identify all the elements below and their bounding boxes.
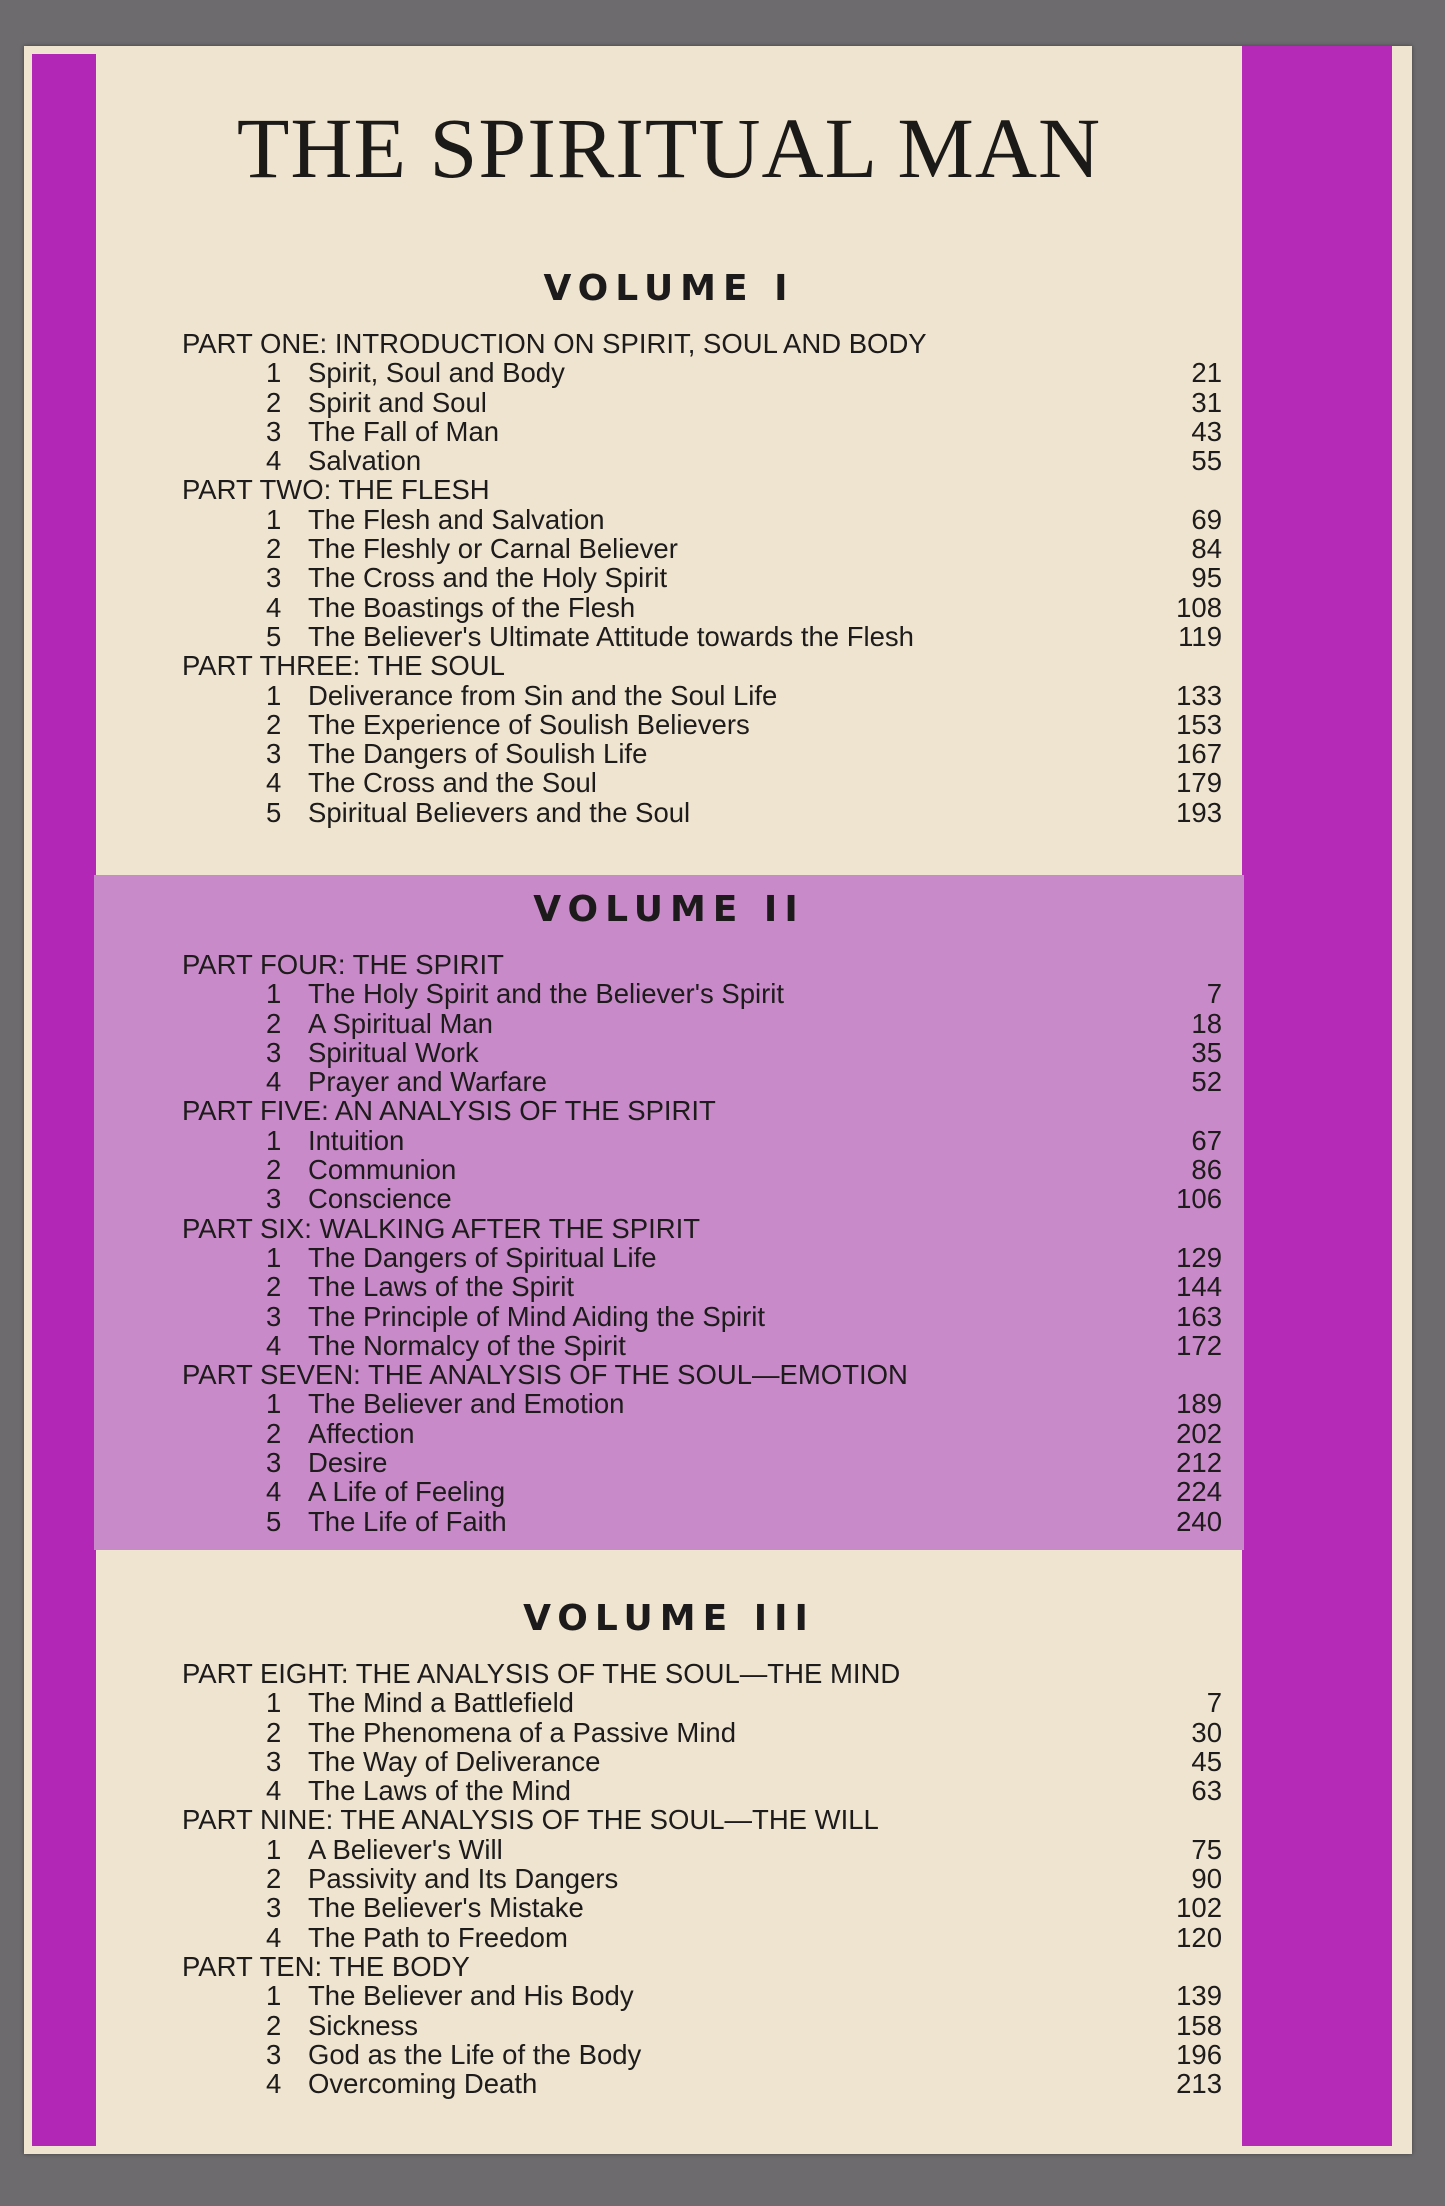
chapter-number: 4 [266, 591, 282, 623]
chapter-row [182, 1038, 1222, 1067]
volume-section [94, 1598, 1244, 2100]
chapter-title: The Believer and Emotion [308, 1388, 625, 1420]
page-number: 240 [1176, 1505, 1222, 1537]
page-number: 84 [1191, 533, 1222, 565]
chapter-number: 2 [266, 1007, 282, 1039]
part-heading: PART TWO: THE FLESH [182, 474, 490, 506]
chapter-number: 2 [266, 1271, 282, 1303]
chapter-number: 2 [266, 708, 282, 740]
table-of-contents [182, 950, 1222, 1536]
chapter-number: 1 [266, 1241, 282, 1273]
part-heading: PART FOUR: THE SPIRIT [182, 949, 504, 980]
page-number: 30 [1191, 1716, 1222, 1748]
volume-heading: VOLUME II [533, 889, 805, 930]
page-number: 144 [1176, 1271, 1222, 1303]
chapter-number: 1 [266, 679, 282, 711]
right-purple-strip [1242, 46, 1392, 2146]
chapter-number: 3 [266, 1892, 282, 1924]
chapter-row [182, 1448, 1222, 1477]
chapter-title: The Laws of the Spirit [308, 1271, 574, 1303]
page-number: 106 [1176, 1183, 1222, 1215]
chapter-number: 2 [266, 386, 282, 418]
chapter-number: 3 [266, 2038, 282, 2070]
chapter-title: Salvation [308, 445, 422, 477]
chapter-title: Deliverance from Sin and the Soul Life [308, 679, 778, 711]
chapter-number: 5 [266, 796, 282, 828]
table-of-contents [182, 1659, 1222, 2098]
book-title: THE SPIRITUAL MAN [236, 100, 1102, 196]
chapter-number: 3 [266, 415, 282, 447]
chapter-number: 4 [266, 1476, 282, 1508]
page-number: 119 [1178, 620, 1222, 652]
chapter-title: Overcoming Death [308, 2068, 538, 2100]
chapter-title: The Laws of the Mind [308, 1775, 571, 1807]
chapter-title: The Path to Freedom [308, 1921, 568, 1953]
chapter-title: The Experience of Soulish Believers [308, 708, 750, 740]
page-number: 133 [1176, 679, 1222, 711]
chapter-title: The Cross and the Soul [308, 767, 597, 799]
chapter-row [182, 1272, 1222, 1301]
part-heading: PART EIGHT: THE ANALYSIS OF THE SOUL—THE MIND [182, 1658, 901, 1689]
part-heading: PART NINE: THE ANALYSIS OF THE SOUL—THE WILL [182, 1804, 879, 1836]
chapter-number: 2 [266, 533, 282, 565]
chapter-row [182, 417, 1222, 446]
chapter-row [182, 1389, 1222, 1418]
chapter-row [182, 358, 1222, 387]
chapter-number: 1 [266, 357, 282, 389]
chapter-row [182, 1331, 1222, 1360]
page-number: 202 [1176, 1417, 1222, 1449]
chapter-row [182, 1243, 1222, 1272]
page-number: 193 [1176, 796, 1222, 828]
page-number: 31 [1191, 386, 1222, 418]
table-of-contents [182, 329, 1222, 827]
chapter-title: Desire [308, 1447, 388, 1479]
chapter-number: 2 [266, 1863, 282, 1895]
page-number: 69 [1191, 503, 1222, 535]
part-heading: PART SIX: WALKING AFTER THE SPIRIT [182, 1212, 701, 1244]
chapter-row [182, 1747, 1222, 1776]
page-number: 7 [1206, 978, 1222, 1010]
page-number: 172 [1176, 1329, 1222, 1361]
chapter-title: Prayer and Warfare [308, 1066, 547, 1098]
chapter-row [182, 739, 1222, 768]
chapter-title: Passivity and Its Dangers [308, 1863, 619, 1895]
page-number: 95 [1191, 562, 1222, 594]
chapter-title: Spirit, Soul and Body [308, 357, 565, 389]
chapter-row [182, 1893, 1222, 1922]
chapter-title: The Fleshly or Carnal Believer [308, 533, 678, 565]
page-number: 90 [1191, 1863, 1222, 1895]
chapter-row [182, 1835, 1222, 1864]
chapter-title: The Principle of Mind Aiding the Spirit [308, 1300, 766, 1332]
chapter-title: The Cross and the Holy Spirit [308, 562, 668, 594]
chapter-row [182, 563, 1222, 592]
chapter-number: 4 [266, 2068, 282, 2100]
page-number: 102 [1176, 1892, 1222, 1924]
chapter-row [182, 1981, 1222, 2010]
chapter-title: The Way of Deliverance [308, 1745, 601, 1777]
chapter-row [182, 1864, 1222, 1893]
page-number: 7 [1206, 1687, 1222, 1719]
page-number: 86 [1191, 1154, 1222, 1186]
chapter-row [182, 505, 1222, 534]
chapter-row [182, 2011, 1222, 2040]
page-number: 196 [1176, 2038, 1222, 2070]
chapter-row [182, 1067, 1222, 1096]
part-heading: PART TEN: THE BODY [182, 1950, 470, 1982]
chapter-row [182, 1155, 1222, 1184]
chapter-number: 3 [266, 1183, 282, 1215]
chapter-row [182, 710, 1222, 739]
chapter-row [182, 593, 1222, 622]
chapter-title: The Flesh and Salvation [308, 503, 605, 535]
part-heading: PART THREE: THE SOUL [182, 650, 505, 682]
chapter-row [182, 798, 1222, 827]
volume-heading: VOLUME I [543, 268, 795, 309]
chapter-row [182, 1776, 1222, 1805]
chapter-row [182, 388, 1222, 417]
chapter-row [182, 1688, 1222, 1717]
chapter-title: A Believer's Will [308, 1833, 503, 1865]
part-heading: PART FIVE: AN ANALYSIS OF THE SPIRIT [182, 1095, 716, 1127]
chapter-title: The Fall of Man [308, 415, 500, 447]
page-number: 189 [1176, 1388, 1222, 1420]
page-number: 45 [1191, 1745, 1222, 1777]
chapter-number: 2 [266, 1417, 282, 1449]
chapter-number: 1 [266, 503, 282, 535]
page-number: 212 [1176, 1447, 1222, 1479]
page-number: 67 [1191, 1124, 1222, 1156]
chapter-number: 2 [266, 1154, 282, 1186]
chapter-number: 3 [266, 1300, 282, 1332]
chapter-number: 4 [266, 1066, 282, 1098]
page-number: 153 [1176, 708, 1222, 740]
page-number: 167 [1176, 738, 1222, 770]
chapter-title: God as the Life of the Body [308, 2038, 642, 2070]
chapter-row [182, 1126, 1222, 1155]
chapter-number: 2 [266, 2009, 282, 2041]
chapter-number: 4 [266, 445, 282, 477]
book-back-cover [24, 46, 1412, 2154]
chapter-number: 3 [266, 1447, 282, 1479]
page-number: 213 [1176, 2068, 1222, 2100]
chapter-title: The Dangers of Soulish Life [308, 738, 648, 770]
chapter-number: 5 [266, 620, 282, 652]
volume-section [94, 889, 1244, 1537]
chapter-row [182, 2069, 1222, 2098]
chapter-number: 1 [266, 1980, 282, 2012]
chapter-number: 3 [266, 1745, 282, 1777]
chapter-title: The Phenomena of a Passive Mind [308, 1716, 737, 1748]
chapter-title: The Boastings of the Flesh [308, 591, 636, 623]
chapter-row [182, 622, 1222, 651]
chapter-row [182, 1507, 1222, 1536]
chapter-number: 3 [266, 738, 282, 770]
volume-section [94, 268, 1244, 828]
chapter-number: 1 [266, 1833, 282, 1865]
chapter-title: Communion [308, 1154, 457, 1186]
chapter-number: 1 [266, 1124, 282, 1156]
chapter-number: 4 [266, 1775, 282, 1807]
page-number: 139 [1176, 1980, 1222, 2012]
chapter-row [182, 446, 1222, 475]
page-number: 120 [1176, 1921, 1222, 1953]
chapter-number: 2 [266, 1716, 282, 1748]
chapter-row [182, 1419, 1222, 1448]
page-number: 43 [1191, 415, 1222, 447]
chapter-row [182, 2040, 1222, 2069]
chapter-row [182, 1923, 1222, 1952]
page-number: 35 [1191, 1036, 1222, 1068]
chapter-title: A Spiritual Man [308, 1007, 493, 1039]
chapter-title: The Believer's Ultimate Attitude towards the Flesh [308, 620, 914, 652]
page-number: 52 [1191, 1066, 1222, 1098]
chapter-number: 1 [266, 978, 282, 1010]
volume-heading: VOLUME III [523, 1598, 815, 1639]
chapter-title: Sickness [308, 2009, 419, 2041]
chapter-number: 4 [266, 1921, 282, 1953]
chapter-row [182, 1184, 1222, 1213]
chapter-title: Spirit and Soul [308, 386, 487, 418]
chapter-title: Affection [308, 1417, 415, 1449]
chapter-title: Spiritual Work [308, 1036, 479, 1068]
page-number: 75 [1191, 1833, 1222, 1865]
chapter-row [182, 681, 1222, 710]
chapter-title: The Believer and His Body [308, 1980, 634, 2012]
part-heading: PART SEVEN: THE ANALYSIS OF THE SOUL—EMOTION [182, 1359, 908, 1391]
chapter-title: Conscience [308, 1183, 452, 1215]
part-heading: PART ONE: INTRODUCTION ON SPIRIT, SOUL AND BODY [182, 328, 927, 359]
chapter-row [182, 534, 1222, 563]
chapter-title: The Dangers of Spiritual Life [308, 1241, 657, 1273]
page-number: 55 [1191, 445, 1222, 477]
chapter-number: 4 [266, 1329, 282, 1361]
chapter-title: Spiritual Believers and the Soul [308, 796, 691, 828]
page-number: 224 [1176, 1476, 1222, 1508]
page-number: 129 [1176, 1241, 1222, 1273]
chapter-row [182, 1009, 1222, 1038]
chapter-title: The Holy Spirit and the Believer's Spirit [308, 978, 785, 1010]
chapter-title: A Life of Feeling [308, 1476, 506, 1508]
page-number: 163 [1176, 1300, 1222, 1332]
page-number: 108 [1176, 591, 1222, 623]
chapter-number: 1 [266, 1388, 282, 1420]
chapter-title: Intuition [308, 1124, 405, 1156]
page-number: 21 [1191, 357, 1222, 389]
chapter-row [182, 768, 1222, 797]
page-number: 18 [1191, 1007, 1222, 1039]
chapter-title: The Mind a Battlefield [308, 1687, 574, 1719]
page-number: 158 [1176, 2009, 1222, 2041]
chapter-title: The Normalcy of the Spirit [308, 1329, 626, 1361]
chapter-row [182, 1718, 1222, 1747]
chapter-title: The Believer's Mistake [308, 1892, 584, 1924]
chapter-number: 1 [266, 1687, 282, 1719]
chapter-title: The Life of Faith [308, 1505, 507, 1537]
chapter-number: 3 [266, 562, 282, 594]
left-purple-strip [32, 54, 96, 2146]
chapter-row [182, 1477, 1222, 1506]
chapter-number: 3 [266, 1036, 282, 1068]
chapter-row [182, 1302, 1222, 1331]
page-number: 179 [1176, 767, 1222, 799]
chapter-number: 5 [266, 1505, 282, 1537]
chapter-number: 4 [266, 767, 282, 799]
page-number: 63 [1191, 1775, 1222, 1807]
chapter-row [182, 979, 1222, 1008]
